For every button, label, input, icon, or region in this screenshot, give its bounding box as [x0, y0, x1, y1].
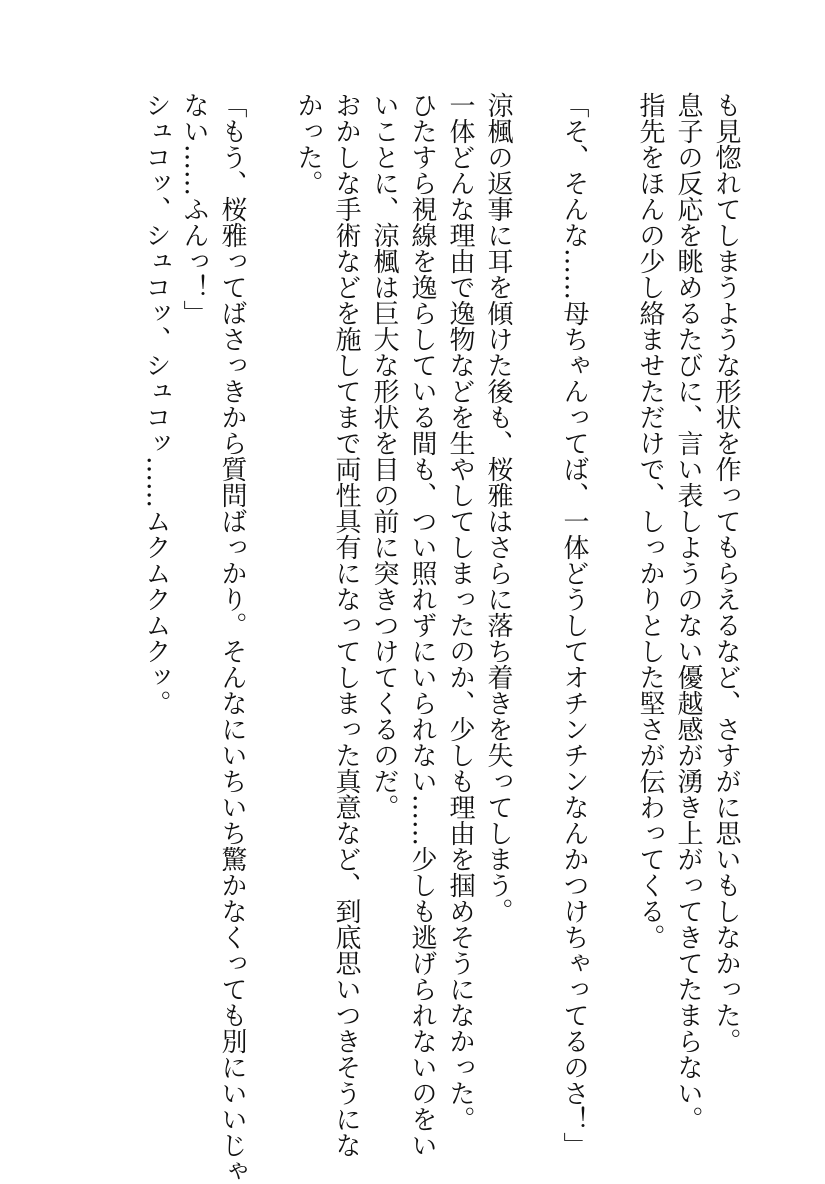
- text-line: かった。: [293, 92, 323, 196]
- dialogue-line: 「もう、桜雅ってばさっきから質問ばっかり。そんなにいちいち驚かなくっても別にいいじゃ: [217, 92, 247, 1184]
- text-line: 息子の反応を眺めるたびに、言い表しようのない優越感が湧き上がってきてたまらない。: [673, 92, 703, 1132]
- blank-line: [251, 92, 289, 1102]
- text-line: いことに、涼楓は巨大な形状を目の前に突きつけてくるのだ。: [369, 92, 399, 820]
- text-line: 涼楓の返事に耳を傾けた後も、桜雅はさらに落ち着きを失ってしまう。: [483, 92, 513, 924]
- text-line: 指先をほんの少し絡ませただけで、しっかりとした堅さが伝わってくる。: [635, 92, 665, 950]
- text-line: おかしな手術などを施してまで両性具有になってしまった真意など、到底思いつきそうにな: [331, 92, 361, 1158]
- text-line: シュコッ、シュコッ、シュコッ……ムクムクムクッ。: [141, 92, 171, 716]
- blank-line: [593, 92, 631, 1102]
- vertical-text-body: [65, 92, 745, 1184]
- text-line: 一体どんな理由で逸物などを生やしてしまったのか、少しも理由を掴めそうになかった。: [445, 92, 475, 1132]
- dialogue-line: 「そ、そんな……母ちゃんってば、一体どうしてオチンチンなんかつけちゃってるのさ！」: [559, 92, 589, 1158]
- text-line: ひたすら視線を逸らしている間も、つい照れずにいられない……少しも逃げられないのをい: [407, 92, 437, 1158]
- dialogue-line: ない……ふんっ！」: [179, 92, 209, 326]
- blank-line: [517, 92, 555, 1102]
- text-line: も見惚れてしまうような形状を作ってもらえるなど、さすがに思いもしなかった。: [711, 92, 741, 1054]
